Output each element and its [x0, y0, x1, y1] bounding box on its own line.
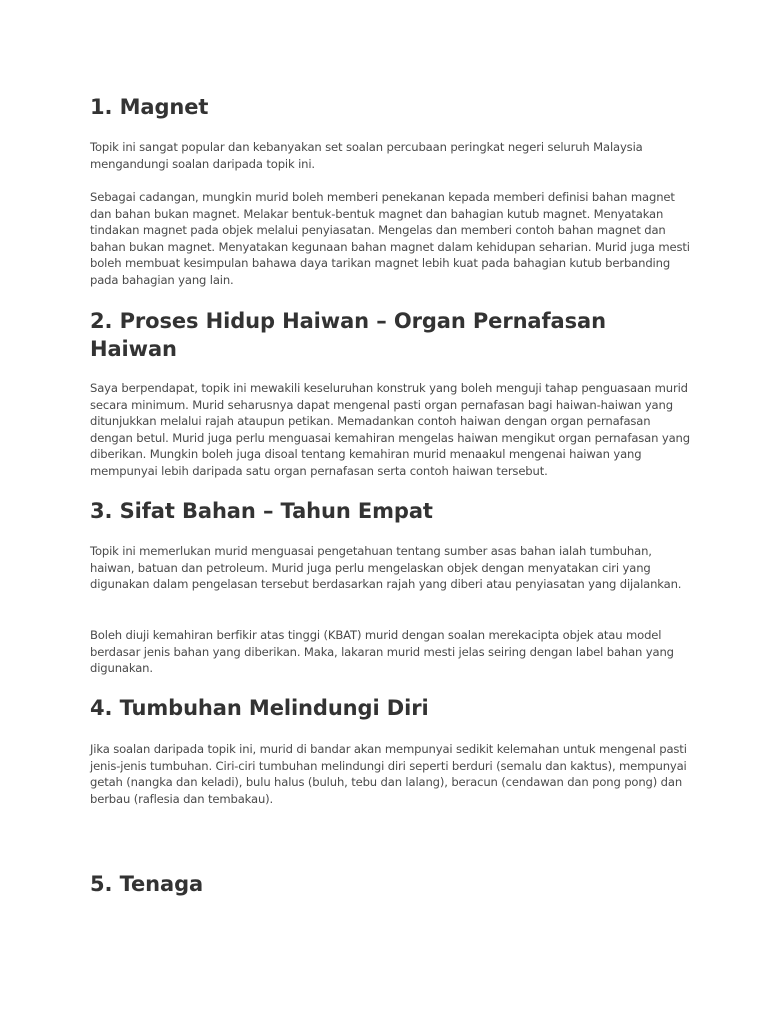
section-paragraph: Topik ini memerlukan murid menguasai pengetahuan tentang sumber asas bahan ialah tumbuhan, haiwan, batuan dan petroleum. Murid juga perlu mengelaskan objek dengan menyatakan ciri yang digunakan dalam pengelasan tersebut berdasarkan rajah yang diberi atau penyiasatan yang dijalankan.: [90, 544, 682, 591]
section-paragraph: Jika soalan daripada topik ini, murid di bandar akan mempunyai sedikit kelemahan untuk mengenal pasti jenis-jenis tumbuhan. Ciri-ciri tumbuhan melindungi diri seperti berduri (semalu dan kaktus), mempunyai getah (nangka dan keladi), bulu halus (buluh, tebu dan lalang), beracun (cendawan dan pong pong) dan berbau (raflesia dan tembakau).: [90, 742, 687, 806]
section-heading-sifat-bahan: 3. Sifat Bahan – Tahun Empat: [90, 499, 433, 523]
section-paragraph: Saya berpendapat, topik ini mewakili keseluruhan konstruk yang boleh menguji tahap penguasaan murid secara minimum. Murid seharusnya dapat mengenal pasti organ pernafasan bagi haiwan-haiwan yang ditunjukkan melalui rajah ataupun petikan. Memadankan contoh haiwan dengan organ pernafasan dengan betul. Murid juga perlu menguasai kemahiran mengelas haiwan mengikut organ pernafasan yang diberikan. Mungkin boleh juga disoal tentang kemahiran murid menaakul mengenai haiwan yang mempunyai lebih daripada satu organ pernafasan serta contoh haiwan tersebut.: [90, 381, 690, 478]
section-heading-tenaga: 5. Tenaga: [90, 872, 204, 896]
section-paragraph: Boleh diuji kemahiran berfikir atas tinggi (KBAT) murid dengan soalan merekacipta objek atau model berdasar jenis bahan yang diberikan. Maka, lakaran murid mesti jelas seiring dengan label bahan yang digunakan.: [90, 628, 674, 675]
section-heading-proses-hidup-haiwan: 2. Proses Hidup Haiwan – Organ Pernafasan Haiwan: [90, 309, 606, 361]
section-paragraph: Sebagai cadangan, mungkin murid boleh memberi penekanan kepada memberi definisi bahan magnet dan bahan bukan magnet. Melakar bentuk-bentuk magnet dan bahagian kutub magnet. Menyatakan tindakan magnet pada objek melalui penyiasatan. Mengelas dan memberi contoh bahan magnet dan bahan bukan magnet. Menyatakan kegunaan bahan magnet dalam kehidupan seharian. Murid juga mesti boleh membuat kesimpulan bahawa daya tarikan magnet lebih kuat pada bahagian kutub berbanding pada bahagian yang lain.: [90, 190, 690, 287]
section-heading-magnet: 1. Magnet: [90, 95, 209, 119]
section-paragraph: Topik ini sangat popular dan kebanyakan set soalan percubaan peringkat negeri seluruh Malaysia mengandungi soalan daripada topik ini.: [90, 140, 643, 171]
section-heading-tumbuhan-melindungi-diri: 4. Tumbuhan Melindungi Diri: [90, 696, 429, 720]
